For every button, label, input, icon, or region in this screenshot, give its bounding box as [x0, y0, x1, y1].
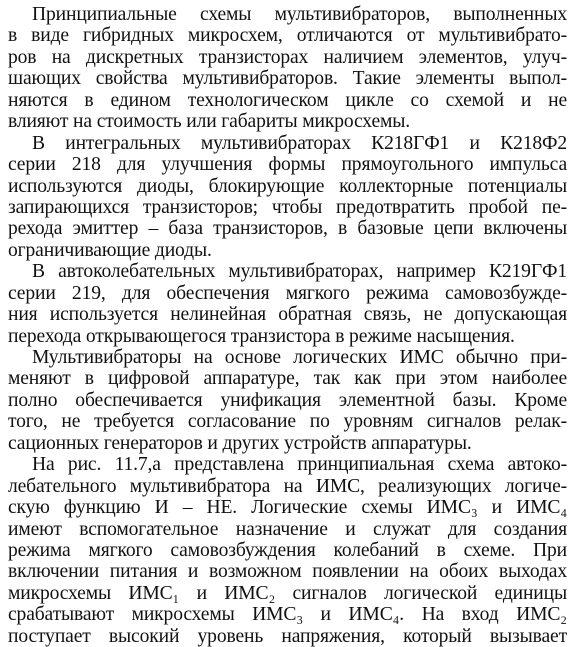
paragraph-fig-11-7: [8, 454, 567, 647]
text-line: полно обеспечивается унификация элементной базы. Кроме: [8, 389, 567, 411]
text-line: сационных генераторов и других устройств аппаратуры.: [8, 432, 472, 454]
text-line: ров на дискретных транзисторах наличием элементов, улуч-: [8, 46, 567, 68]
text-line: включении питания и возможном появлении на обоих выходах: [8, 561, 567, 583]
text-line: ограничивающие диоды.: [8, 239, 212, 261]
text-line: лебательного мультивибратора на ИМС, реализующих логиче-: [8, 475, 567, 497]
text-line: в виде гибридных микросхем, отличаются от мультивибрато-: [8, 25, 567, 47]
paragraph-k218-series: [8, 133, 567, 262]
text-line: скую функцию И – НЕ. Логические схемы ИМС₃ и ИМС₄: [8, 497, 567, 519]
text-line: запирающихся транзисторов; чтобы предотвратить пробой пе-: [8, 196, 567, 218]
text-line: рехода эмиттер – база транзисторов, в базовые цепи включены: [8, 218, 567, 240]
text-line: используются диоды, блокирующие коллекторные потенциалы: [8, 175, 567, 197]
text-line: шающих свойства мультивибраторов. Такие элементы выпол-: [8, 68, 567, 90]
text-line: поступает высокий уровень напряжения, который вызывает: [8, 625, 567, 647]
text-line: перехода открывающегося транзистора в режиме насыщения.: [8, 325, 515, 347]
text-line: того, не требуется согласование по уровням сигналов релак-: [8, 411, 567, 433]
text-line: срабатывают микросхемы ИМС₃ и ИМС₄. На вход ИМС₂: [8, 604, 567, 626]
text-line: Принципиальные схемы мультивибраторов, выполненных: [32, 4, 567, 25]
text-line: Мультивибраторы на основе логических ИМС обычно при-: [32, 347, 567, 368]
paragraph-logic-ic-multivibrators: [8, 347, 567, 454]
text-line: режима мягкого самовозбуждения колебаний в схеме. При: [8, 539, 567, 561]
text-line: серии 219, для обеспечения мягкого режима самовозбужде-: [8, 282, 567, 304]
text-line: На рис. 11.7,а представлена принципиальная схема автоко-: [32, 454, 567, 476]
text-line: ния используется нелинейная обратная связь, не допускающая: [8, 304, 567, 326]
text-line: имеют вспомогательное назначение и служат для создания: [8, 518, 567, 540]
text-line: серии 218 для улучшения формы прямоугольного импульса: [8, 154, 567, 176]
paragraph-k219-series: [8, 261, 567, 347]
text-line: В автоколебательных мультивибраторах, например К219ГФ1: [32, 261, 567, 283]
text-line: влияют на стоимость или габариты микросхемы.: [8, 111, 410, 133]
text-line: няются в едином технологическом цикле со схемой и не: [8, 89, 567, 111]
text-line: микросхемы ИМС₁ и ИМС₂ сигналов логической единицы: [8, 582, 567, 604]
text-line: В интегральных мультивибраторах К218ГФ1 и К218Ф2: [32, 132, 567, 154]
paragraph-hybrid-multivibrators: [8, 4, 567, 133]
text-line: меняют в цифровой аппаратуре, так как при этом наиболее: [8, 368, 567, 390]
